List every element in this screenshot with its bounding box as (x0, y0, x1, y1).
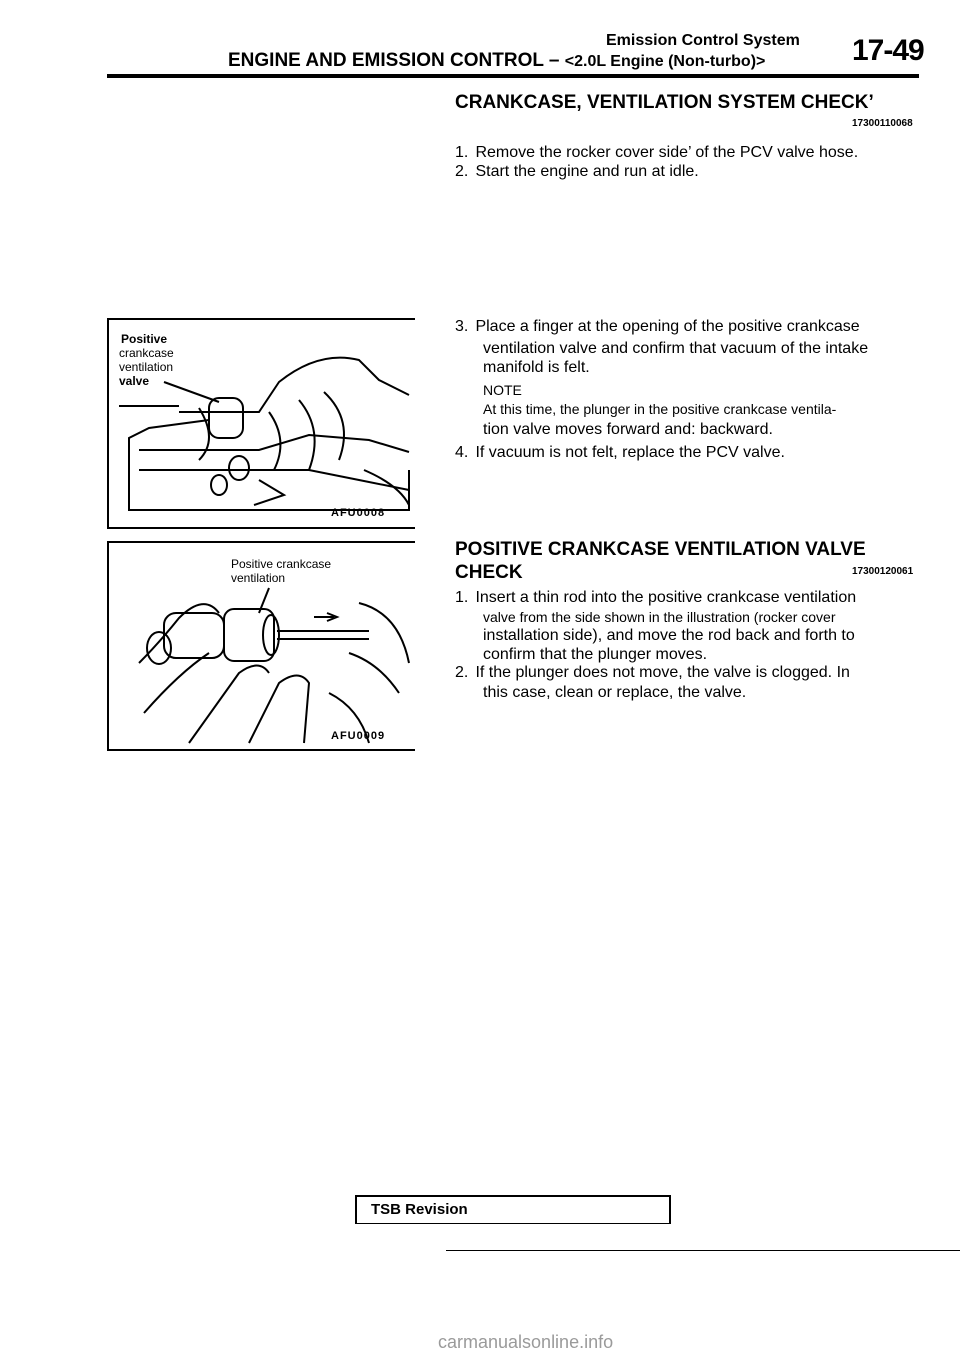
section1-step4 (455, 443, 925, 463)
step-number: 1. (455, 589, 469, 606)
section2-step1-line3: installation side), and move the rod back and forth to (483, 627, 855, 644)
step-number: 2. (455, 163, 469, 180)
section1-step2 (455, 162, 925, 182)
figure1-label-positive: Positive (121, 332, 168, 346)
step-number: 3. (455, 318, 469, 335)
step-number: 2. (455, 664, 469, 681)
figure2-label-line1: Positive crankcase (231, 557, 332, 571)
bottom-rule (446, 1250, 960, 1251)
figure2-code: AFU0009 (331, 730, 386, 742)
section1-step3-line2: ventilation valve and confirm that vacuum of the intake (483, 340, 869, 357)
tsb-revision-box (355, 1195, 671, 1224)
figure1-label-ventilation: ventilation (119, 360, 174, 374)
figure1-label-valve: valve (119, 374, 150, 388)
section2-step1-line2: valve from the side shown in the illustration (rocker cover (483, 609, 836, 625)
step-text: If vacuum is not felt, replace the PCV valve. (475, 444, 785, 461)
figure1-label-crankcase: crankcase (119, 346, 174, 360)
step-number: 4. (455, 444, 469, 461)
header-rule (107, 74, 919, 78)
figure2-illustration (109, 543, 415, 749)
figure1-code: AFU0008 (331, 507, 386, 519)
figure1-illustration (109, 320, 415, 527)
section2-step1 (455, 588, 925, 608)
step-text: Remove the rocker cover side’ of the PCV valve hose. (475, 144, 859, 161)
step-number: 1. (455, 144, 469, 161)
section1-step3 (455, 317, 925, 337)
section1-step1 (455, 143, 925, 163)
note-label: NOTE (483, 382, 522, 398)
note-line1: At this time, the plunger in the positive crankcase ventila- (483, 401, 837, 417)
section2-step1-line4: confirm that the plunger moves. (483, 646, 708, 663)
section2-step2-line2: this case, clean or replace, the valve. (483, 684, 747, 701)
section2-code: 17300120061 (852, 566, 914, 577)
watermark: carmanualsonline.info (438, 1332, 614, 1352)
section1-title: CRANKCASE, VENTILATION SYSTEM CHECK’ (455, 92, 874, 113)
header-emission: Emission Control System (606, 32, 800, 49)
header-title: ENGINE AND EMISSION CONTROL – (228, 50, 560, 71)
page-number: 17-49 (852, 34, 924, 67)
figure2-label-line2: ventilation (231, 571, 286, 585)
tsb-revision-label: TSB Revision (371, 1201, 468, 1218)
step-text: Start the engine and run at idle. (475, 163, 699, 180)
header-subtitle: <2.0L Engine (Non-turbo)> (564, 53, 766, 70)
figure-valve-plunger-check (107, 541, 415, 751)
section2-step2 (455, 663, 925, 683)
section2-title-line2: CHECK (455, 562, 523, 583)
note-line2: tion valve moves forward and: backward. (483, 421, 773, 438)
step-text-line: Place a finger at the opening of the positive crankcase (475, 318, 860, 335)
step-text-line: Insert a thin rod into the positive crankcase ventilation (475, 589, 857, 606)
header-title-line (228, 50, 765, 72)
section1-step3-line3: manifold is felt. (483, 359, 590, 376)
step-text-line: If the plunger does not move, the valve is clogged. In (475, 664, 850, 681)
figure-pcv-valve-check (107, 318, 415, 529)
section1-code: 17300110068 (852, 118, 913, 129)
section2-title-line1: POSITIVE CRANKCASE VENTILATION VALVE (455, 539, 866, 560)
